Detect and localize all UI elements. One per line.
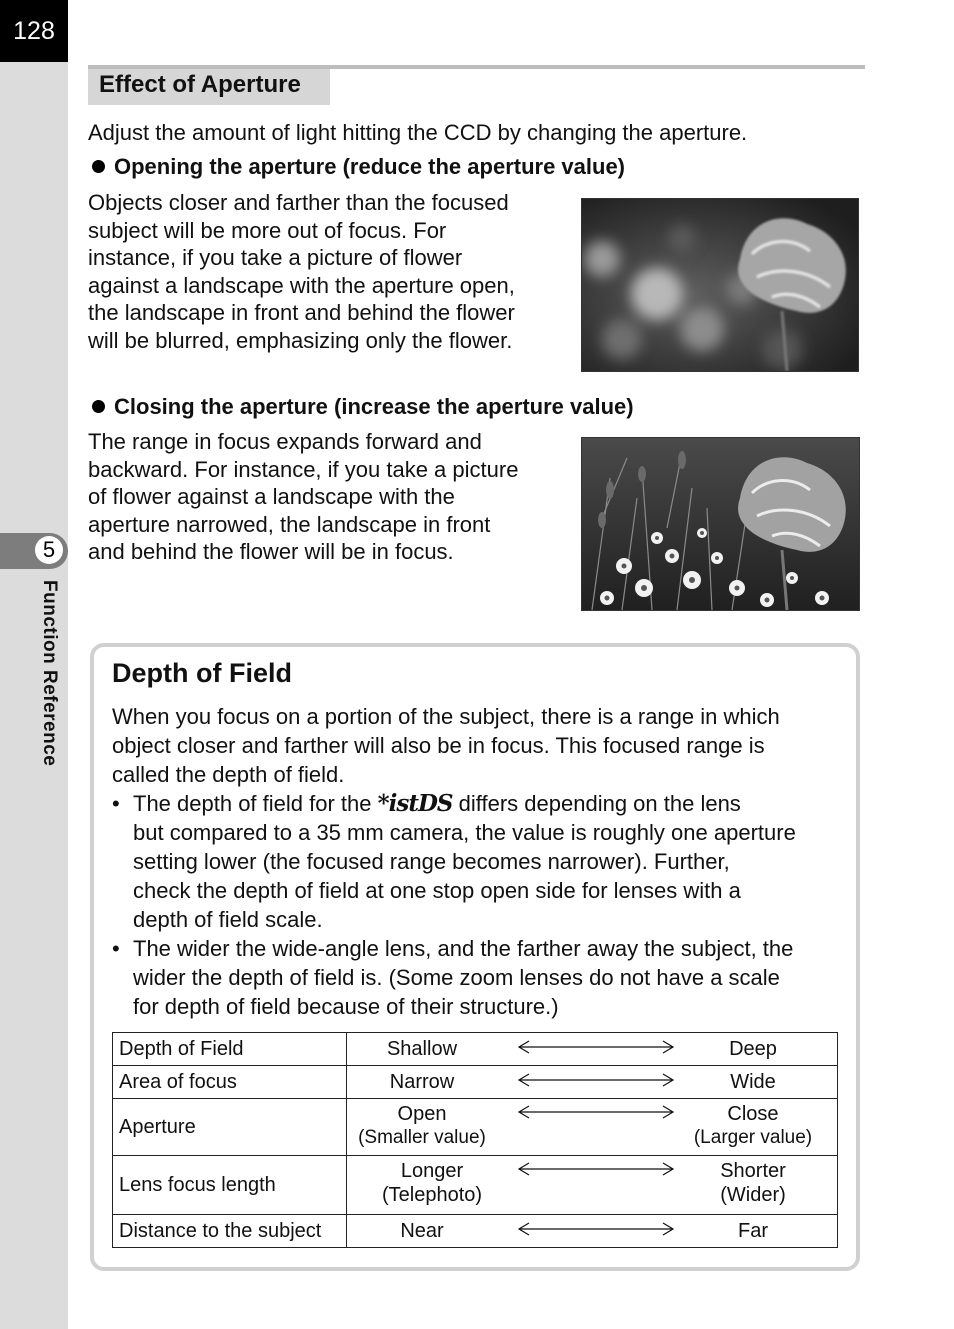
table-row (113, 1099, 838, 1156)
sharp-flower-photo (581, 437, 860, 611)
dof-bullet-2: • The wider the wide-angle lens, and the farther away the subject, the wider the depth of field is. (Some zoom lenses do not have a scale for depth of field because of their structure.) (112, 936, 794, 1019)
chapter-label: Function Reference (39, 580, 60, 767)
row-values: Narrow Wide (347, 1066, 838, 1099)
row-label: Depth of Field (113, 1033, 347, 1066)
double-arrow-icon (517, 1104, 675, 1120)
depth-of-field-table (112, 1032, 838, 1248)
dof-title: Depth of Field (112, 658, 292, 688)
row-label: Distance to the subject (113, 1215, 347, 1248)
opening-heading: Opening the aperture (reduce the aperture value) (92, 154, 625, 180)
closing-paragraph: The range in focus expands forward and backward. For instance, if you take a picture of flower against a landscape with the aperture narrowed, the landscape in front and behind the flower will be in focus. (88, 429, 519, 564)
double-arrow-icon (517, 1039, 675, 1055)
double-arrow-icon (517, 1221, 675, 1237)
camera-logo: *istDS (377, 790, 453, 817)
table-row (113, 1033, 838, 1066)
intro-text: Adjust the amount of light hitting the CCD by changing the aperture. (88, 120, 748, 145)
page-number: 128 (0, 0, 68, 62)
section-title: Effect of Aperture (88, 69, 330, 105)
closing-heading: Closing the aperture (increase the aperture value) (92, 394, 634, 420)
double-arrow-icon (517, 1161, 675, 1177)
row-values: Open (Smaller value) Close (Larger value) (347, 1099, 838, 1156)
row-values: Shallow Deep (347, 1033, 838, 1066)
blurred-flower-photo (581, 198, 859, 372)
table-row (113, 1156, 838, 1215)
bullet-dot-icon (92, 160, 105, 173)
bullet-dot-icon (92, 400, 105, 413)
row-values: Longer (Telephoto) Shorter (Wider) (347, 1156, 838, 1215)
table-row (113, 1215, 838, 1248)
row-label: Lens focus length (113, 1156, 347, 1215)
opening-paragraph: Objects closer and farther than the focused subject will be more out of focus. For instance, if you take a picture of flower against a landscape with the aperture open, the landscape in front and behind the flower will be blurred, emphasizing only the flower. (88, 190, 515, 353)
chapter-number: 5 (35, 536, 63, 564)
row-values: Near Far (347, 1215, 838, 1248)
dof-body: When you focus on a portion of the subject, there is a range in which object closer and farther will also be in focus. This focused range is called the depth of field. • The depth of field for the *istDS differs depending on the lens but compared to a 35 mm camera, the value is roughly one aperture setting lower (the focused range becomes narrower). Further, check the depth of field at one stop open side for lenses with a depth of field scale. • The wider the wide-angle lens, and the farther away the subject, the wider the depth of field is. (Some zoom lenses do not have a scale for depth of field because of their structure.) (112, 702, 842, 1021)
row-label: Area of focus (113, 1066, 347, 1099)
row-label: Aperture (113, 1099, 347, 1156)
double-arrow-icon (517, 1072, 675, 1088)
dof-bullet-1: • The depth of field for the *istDS differs depending on the lens but compared to a 35 mm camera, the value is roughly one aperture setting lower (the focused range becomes narrower). Further, check the depth of field at one stop open side for lenses with a depth of field scale. (112, 790, 796, 932)
table-row (113, 1066, 838, 1099)
